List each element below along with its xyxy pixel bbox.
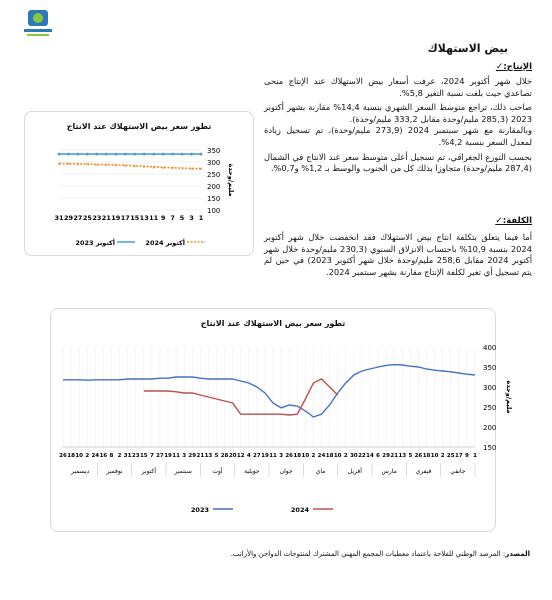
x-tick-label: 29 [382,453,390,459]
y-tick-label: 300 [207,159,221,167]
x-tick-label: 27 [253,453,261,459]
x-tick-label: 24 [317,453,326,459]
y-tick-label: 300 [483,384,497,392]
paragraph: وبالمقارنة مع شهر سبتمبر 2024 (273,9 مليم/وحدة)، تم تسجيل زيادة لمعدل السعر بنسبة 4,2%. [264,125,533,147]
month-label: فيفري [415,468,432,475]
x-tick-label: 5 [179,214,185,222]
x-tick-label: 19 [164,453,172,459]
data-point-marker: × [104,162,109,169]
data-point-marker [67,153,70,156]
data-point-marker: × [179,166,185,173]
source-label: المصدر [505,550,530,558]
chart-2-plot [51,309,513,531]
month-label: مارس [381,468,397,475]
x-tick-label: 18 [325,453,334,459]
y-axis-label: مليم/وحدة [227,163,235,197]
data-point-marker: × [123,163,128,170]
x-tick-label: 8 [109,453,114,459]
x-tick-label: 10 [430,453,439,459]
x-tick-label: 12 [236,453,245,459]
x-tick-label: 5 [408,453,413,459]
x-tick-label: 21 [196,453,205,459]
data-point-marker: × [142,164,147,171]
x-tick-label: 1 [473,453,477,459]
cost-heading [489,216,532,226]
x-tick-label: 13 [398,453,407,459]
data-point-marker [200,153,203,156]
x-tick-label: 20 [228,453,237,459]
data-point-marker: × [198,166,204,173]
x-tick-label: 23 [131,453,140,459]
x-tick-label: 10 [301,453,310,459]
x-tick-label: 26 [414,453,423,459]
data-point-marker: × [161,165,166,172]
data-point-marker [86,153,89,156]
y-axis-label: مليم/وحدة [505,380,513,414]
x-tick-label: 31 [54,214,64,222]
month-label: جانفي [450,468,466,475]
data-point-marker [143,153,146,156]
source-note [231,550,530,558]
x-tick-label: 2 [311,453,316,459]
y-tick-label: 200 [207,183,221,191]
data-point-marker: × [113,162,118,169]
x-tick-label: 27 [73,214,83,222]
data-point-marker [77,153,80,156]
x-tick-label: 13 [204,453,213,459]
x-tick-label: 21 [101,214,111,222]
x-tick-label: 2 [440,453,445,459]
x-tick-label: 11 [172,453,180,459]
series-line-0 [63,365,475,417]
checkmark-icon: ✓ [495,62,504,72]
x-tick-label: 31 [123,453,132,459]
legend-label: 2024 [290,506,309,514]
data-point-marker [105,153,108,156]
x-tick-label: 23 [92,214,102,222]
data-point-marker: × [189,166,194,173]
data-point-marker [190,153,193,156]
x-tick-label: 21 [390,453,399,459]
month-label: جوان [279,468,293,475]
x-tick-label: 5 [214,453,219,459]
data-point-marker: × [151,164,156,171]
x-tick-label: 17 [120,214,130,222]
x-tick-label: 26 [59,453,67,459]
x-tick-label: 29 [63,214,73,222]
x-tick-label: 15 [130,214,140,222]
data-point-marker: × [170,165,175,172]
checkmark-icon: ✓ [495,216,503,226]
annual-price-chart [50,308,513,532]
x-tick-label: 26 [285,453,294,459]
y-tick-label: 100 [207,207,221,215]
x-tick-label: 6 [376,453,380,459]
y-tick-label: 150 [207,195,221,203]
monthly-price-chart [24,111,254,256]
data-point-marker [114,153,117,156]
data-point-marker: × [56,161,62,168]
x-tick-label: 3 [189,214,194,222]
chart-1-plot [25,112,253,255]
month-label: ديسمبر [71,468,90,475]
data-point-marker: × [94,162,99,169]
x-tick-label: 19 [261,453,269,459]
cost-text [264,232,532,278]
x-tick-label: 10 [75,453,83,459]
data-point-marker [124,153,127,156]
month-label: جويلية [244,468,260,475]
x-tick-label: 2 [117,453,122,459]
x-tick-label: 18 [293,453,302,459]
data-point-marker [95,153,98,156]
x-tick-label: 17 [455,453,463,459]
x-tick-label: 11 [149,214,159,222]
x-tick-label: 24 [91,453,100,459]
data-point-marker [58,153,61,156]
chart-title: تطور سعر بيض الاستهلاك عند الانتاج [66,122,212,131]
production-text [264,76,532,175]
y-tick-label: 250 [207,171,221,179]
x-tick-label: 27 [156,453,164,459]
page-title: بيض الاستهلاك [427,42,508,55]
x-tick-label: 4 [246,453,251,459]
chart-title: تطور سعر بيض الاستهلاك عند الانتاج [200,319,346,328]
x-tick-label: 19 [111,214,121,222]
paragraph: خلال شهر أكتوبر 2024، عرفت أسعار بيض الاستهلاك عند الإنتاج منحى تصاعدي حيث بلغت نسبة التغير 5,8%. [264,76,532,98]
legend-label: أكتوبر 2024 [145,239,185,247]
data-point-marker [171,153,174,156]
x-tick-label: 7 [149,453,154,459]
x-tick-label: 3 [279,453,284,459]
y-tick-label: 400 [483,344,497,352]
data-point-marker [152,153,155,156]
production-heading [490,62,532,72]
month-label: أفريل [347,468,362,475]
x-tick-label: 3 [182,453,187,459]
x-tick-label: 2 [85,453,90,459]
month-label: سبتمبر [174,468,192,475]
data-point-marker: × [75,161,81,168]
x-tick-label: 7 [170,214,175,222]
month-label: نوفمبر [106,468,123,475]
month-label: أكتوبر [141,468,157,475]
x-tick-label: 10 [333,453,342,459]
x-tick-label: 9 [465,453,469,459]
paragraph: أما فيما يتعلق بتكلفة انتاج بيض الاستهلاك فقد انخفضت خلال شهر أكتوبر 2024 بنسبة 10,9% باحتساب الانزلاق السنوي (230,3 مليم/وحدة خلال شهر أكتوبر 2024 مقابل 258,6 مليم/وحدة خلال شهر أكتوبر 2023) في حين لم يتم تسجيل أي تغير لكلفة الإنتاج مقارنة بشهر سبتمبر 2024. [264,232,532,277]
x-tick-label: 14 [366,453,374,459]
y-tick-label: 250 [483,404,497,412]
x-tick-label: 13 [139,214,149,222]
x-tick-label: 16 [99,453,108,459]
y-tick-label: 350 [207,147,221,155]
data-point-marker [181,153,184,156]
x-tick-label: 25 [82,214,92,222]
x-tick-label: 18 [422,453,431,459]
month-label: ماي [315,468,326,475]
paragraph: بحسب التوزع الجغرافي، تم تسجيل أعلى متوسط سعر عند الانتاج في الشمال (287,4 مليم/وحدة) متجاوزا بذلك كل من الجنوب والوسط بـ 1,2% و0,7%. [264,151,532,174]
x-tick-label: 9 [160,214,166,222]
x-tick-label: 2 [343,453,348,459]
paragraph: صاحب ذلك، تراجع متوسط السعر الشهري بنسبة 14,4% مقارنة بشهر أكتوبر 2023 (285,3 مليم/وحدة مقابل 333,2 مليم/وحدة). [264,102,532,124]
data-point-marker: × [66,161,71,168]
data-point-marker [133,153,136,156]
production-heading-text: الإنتاج: [503,62,532,72]
y-tick-label: 200 [483,424,497,432]
x-tick-label: 29 [188,453,197,459]
x-tick-label: 30 [349,453,358,459]
x-tick-label: 18 [67,453,75,459]
x-tick-label: 25 [446,453,455,459]
y-tick-label: 350 [483,364,497,372]
x-tick-label: 11 [269,453,277,459]
data-point-marker: × [132,163,137,170]
month-label: أوت [212,468,223,475]
legend-label: أكتوبر 2023 [75,239,115,247]
data-point-marker [162,153,165,156]
legend-label: 2023 [190,506,209,514]
organization-logo [18,8,58,38]
y-tick-label: 150 [483,444,497,452]
x-tick-label: 22 [358,453,366,459]
x-tick-label: 15 [139,453,148,459]
data-point-marker: × [85,162,90,169]
cost-heading-text: الكلفة: [502,216,532,226]
x-tick-label: 1 [198,214,204,222]
source-text: : المرصد الوطني للفلاحة باعتماد معطيات المجمع المهني المشترك لمنتوجات الدواجن والأرانب. [230,550,506,558]
x-tick-label: 28 [220,453,229,459]
